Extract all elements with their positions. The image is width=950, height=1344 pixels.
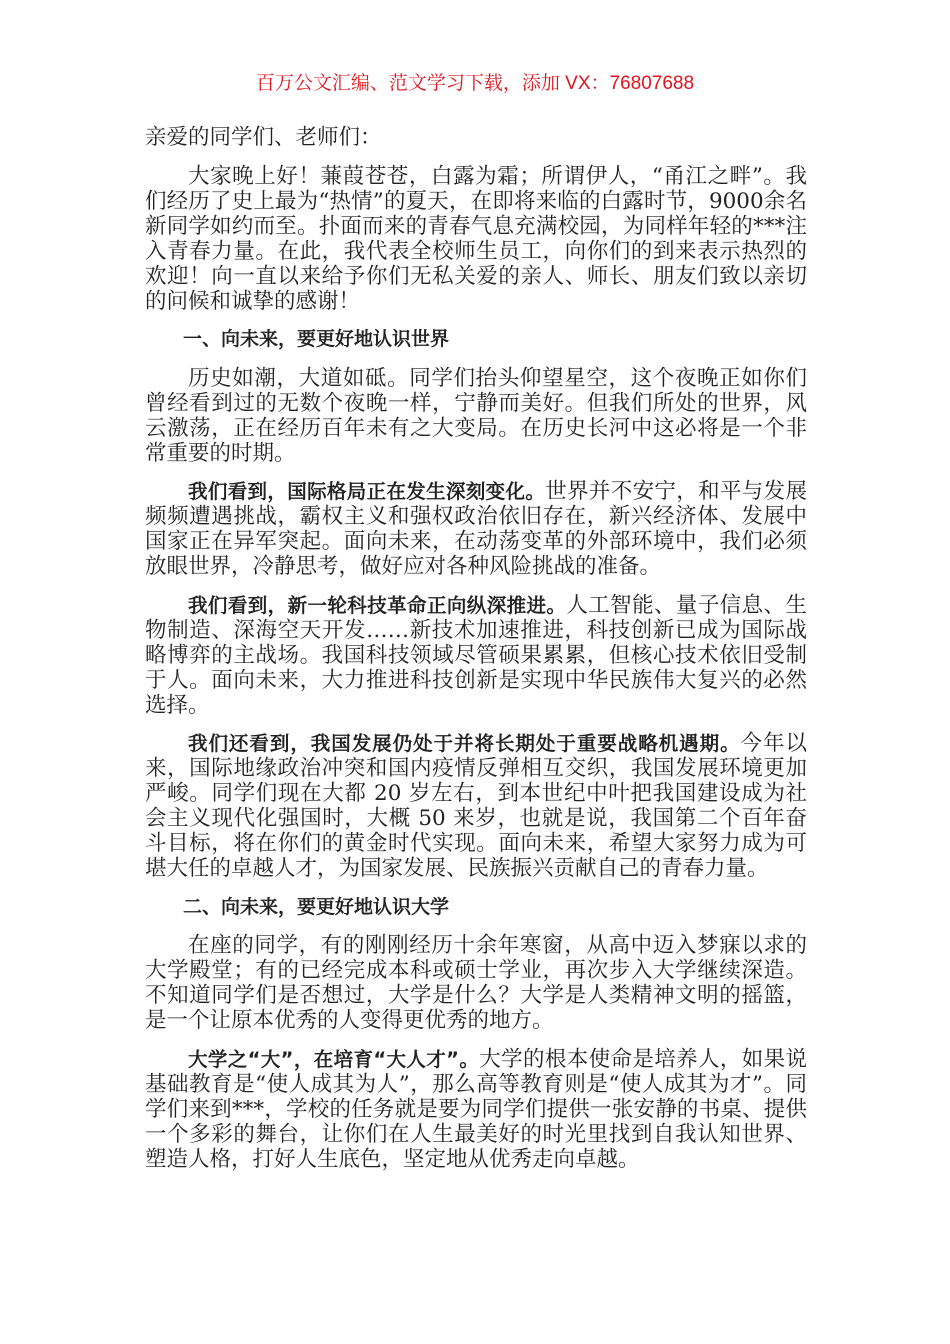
paragraph-lead: 我们还看到，我国发展仍处于并将长期处于重要战略机遇期。 xyxy=(188,732,741,755)
paragraph-text: 在座的同学，有的刚刚经历十余年寒窗，从高中迈入梦寐以求的大学殿堂；有的已经完成本科或硕士学业，再次步入大学继续深造。不知道同学们是否想过，大学是什么？大学是人类精神文明的摇篮，是一个让原本优秀的人变得更优秀的地方。 xyxy=(145,933,807,1033)
paragraph-intro xyxy=(145,164,807,314)
paragraph-lead: 我们看到，新一轮科技革命正向纵深推进。 xyxy=(188,593,567,617)
paragraph xyxy=(145,731,807,881)
paragraph xyxy=(145,366,807,466)
paragraph-lead: 我们看到，国际格局正在发生深刻变化。 xyxy=(188,480,546,503)
paragraph-lead: 大学之“大”，在培育“大人才”。 xyxy=(188,1047,480,1071)
section-heading-1: 一、向未来，要更好地认识世界 xyxy=(183,328,450,350)
paragraph-text: 人工智能、量子信息、生物制造、深海空天开发……新技术加速推进，科技创新已成为国际战略博弈的主战场。我国科技领域尽管硕果累累，但核心技术依旧受制于人。面向未来，大力推进科技创新是实现中华民族伟大复兴的必然选择。 xyxy=(145,592,807,718)
watermark-banner: 百万公文汇编、范文学习下载，添加 VX：76807688 xyxy=(255,73,695,94)
paragraph-text: 今年以来，国际地缘政治冲突和国内疫情反弹相互交织，我国发展环境更加严峻。同学们现在大都 20 岁左右，到本世纪中叶把我国建设成为社会主义现代化强国时，大概 50 来岁，也就是说，我国第二个百年奋斗目标，将在你们的黄金时代实现。面向未来，希望大家努力成为可堪大任的卓越人才，为国家发展、民族振兴贡献自己的青春力量。 xyxy=(145,731,807,881)
paragraph xyxy=(145,933,807,1033)
paragraph-text: 大家晚上好！蒹葭苍苍，白露为霜；所谓伊人，“甬江之畔”。我们经历了史上最为“热情”的夏天，在即将来临的白露时节，9000余名新同学如约而至。扑面而来的青春气息充满校园，为同样年轻的***注入青春力量。在此，我代表全校师生员工，向你们的到来表示热烈的欢迎！向一直以来给予你们无私关爱的亲人、师长、朋友们致以亲切的问候和诚挚的感谢！ xyxy=(145,163,807,314)
paragraph xyxy=(145,479,807,579)
section-heading-2: 二、向未来，要更好地认识大学 xyxy=(183,895,450,918)
paragraph xyxy=(145,593,807,718)
document-body xyxy=(145,125,807,1185)
paragraph-text: 历史如潮，大道如砥。同学们抬头仰望星空，这个夜晚正如你们曾经看到过的无数个夜晚一样，宁静而美好。但我们所处的世界，风云激荡，正在经历百年未有之大变局。在历史长河中这必将是一个非常重要的时期。 xyxy=(145,365,807,466)
paragraph-text: 大学的根本使命是培养人，如果说基础教育是“使人成其为人”，那么高等教育则是“使人成其为才”。同学们来到***，学校的任务就是要为同学们提供一张安静的书桌、提供一个多彩的舞台，让你们在人生最美好的时光里找到自我认知世界、塑造人格，打好人生底色，坚定地从优秀走向卓越。 xyxy=(145,1046,807,1172)
paragraph-text: 世界并不安宁，和平与发展频频遭遇挑战，霸权主义和强权政治依旧存在，新兴经济体、发展中国家正在异军突起。面向未来，在动荡变革的外部环境中，我们必须放眼世界，冷静思考，做好应对各种风险挑战的准备。 xyxy=(145,479,807,579)
greeting: 亲爱的同学们、老师们： xyxy=(145,125,382,150)
paragraph xyxy=(145,1047,807,1172)
